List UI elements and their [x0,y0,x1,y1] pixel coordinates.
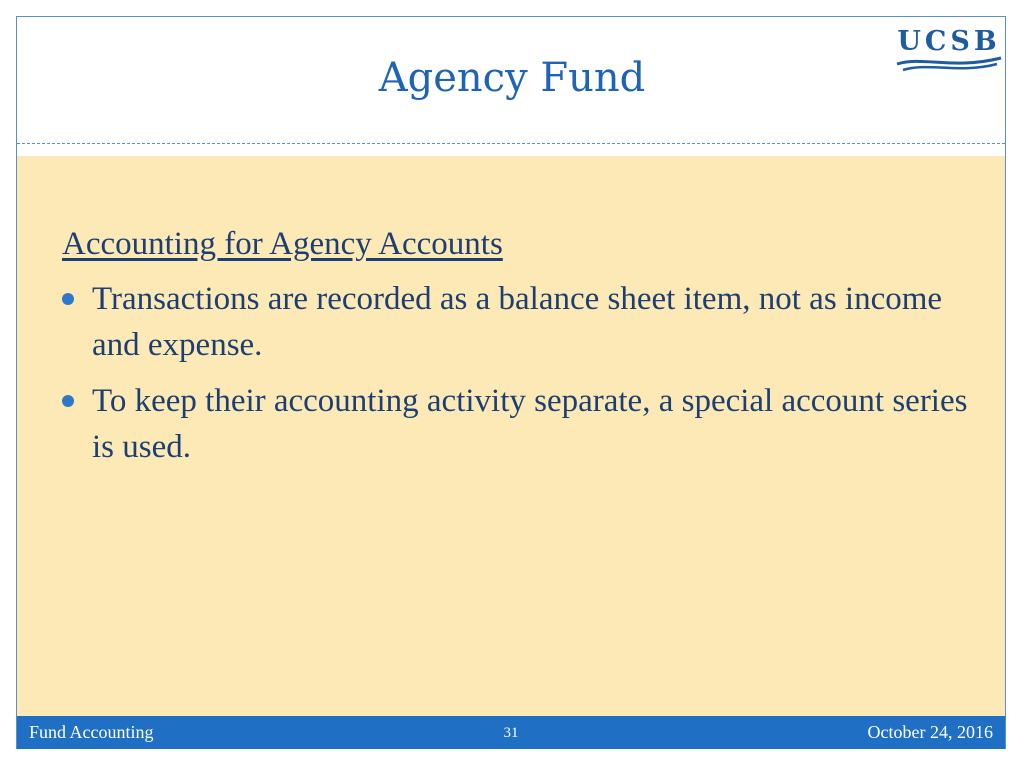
page-number: 31 [503,725,519,741]
bullet-text: To keep their accounting activity separate, a special account series is used. [92,383,968,465]
ucsb-logo [893,24,1005,74]
bullet-icon [62,395,74,407]
bullet-list [60,276,980,480]
wave-icon [893,54,1005,74]
slide-title: Agency Fund [378,55,646,101]
list-item [60,276,980,368]
footer-title: Fund Accounting [29,722,154,742]
section-heading: Accounting for Agency Accounts [62,226,503,262]
bullet-icon [62,293,74,305]
list-item [60,378,980,470]
footer-bar [17,716,1005,749]
bullet-text: Transactions are recorded as a balance sheet item, not as income and expense. [92,281,943,363]
footer-date: October 24, 2016 [867,722,993,742]
title-divider [17,143,1005,144]
logo-text: UCSB [897,26,1001,57]
